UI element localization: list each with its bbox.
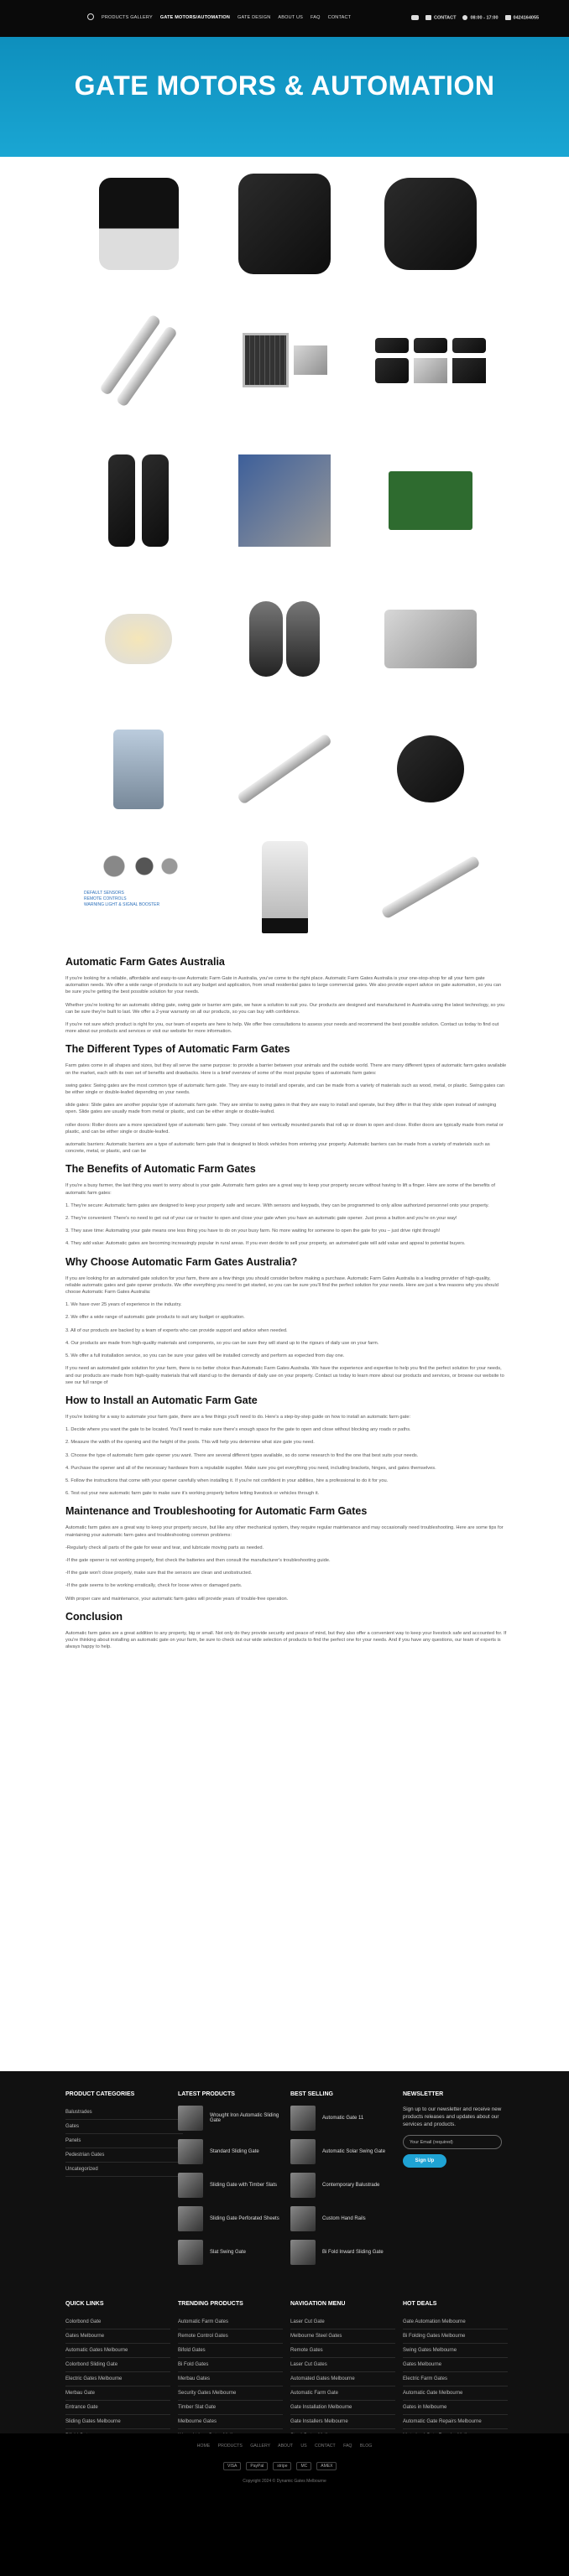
heading: The Different Types of Automatic Farm Gates — [65, 1043, 290, 1056]
paragraph: 2. We offer a wide range of automatic gate products to suit any budget or application. — [65, 1315, 245, 1321]
paragraph: 3. They save time: Automating your gate means one less thing you have to do on your busy farm. No more waiting for someone to open the gate for you – just drive right through! — [65, 1228, 441, 1234]
product-thumbnail — [290, 2173, 316, 2198]
paragraph: With proper care and maintenance, your automatic farm gates will provide years of trouble-free operation. — [65, 1596, 289, 1602]
nav-products-gallery[interactable]: PRODUCTS GALLERY — [102, 15, 153, 20]
footer-link[interactable]: Swing Gates Melbourne — [403, 2344, 508, 2358]
copyright: Copyright 2024 © Dynamic Gates Melbourne — [243, 2479, 326, 2484]
footer-heading: HOT DEALS — [403, 2301, 437, 2307]
gallery-row — [65, 299, 504, 421]
paragraph: 3. All of our products are backed by a team of experts who can provide support and advice when needed. — [65, 1327, 288, 1333]
gate-motor-image[interactable] — [230, 174, 339, 274]
footer-link[interactable]: Laser Cut Gates — [290, 2358, 395, 2372]
paragraph: If you're not sure which product is right for you, our team of experts are here to help. We offer free consultations to assess your needs and recommend the best possible solution. Contact us today to find out more about our products and services or visit our website for more information. — [65, 1022, 499, 1035]
gallery-caption: DEFAULT SENSORS — [84, 891, 124, 896]
product-name: Standard Sliding Gate — [210, 2149, 259, 2154]
footer-link[interactable]: Bi Fold Gates — [178, 2358, 283, 2372]
footer-link[interactable]: Electric Gates Melbourne — [65, 2372, 170, 2386]
footer-link[interactable]: Security Gates Melbourne — [178, 2386, 283, 2401]
paragraph: 5. Follow the instructions that come with your opener carefully when installing it. If you're not confident in your abilities, hire a professional to do it for you. — [65, 1478, 389, 1483]
product-name: Sliding Gate Perforated Sheets — [210, 2216, 279, 2221]
paragraph: 5. We offer a full installation service, so you can be sure your gates will be installed correctly and perform as expected from day one. — [65, 1353, 345, 1359]
product-item[interactable] — [290, 2106, 399, 2131]
warning-light-image[interactable] — [84, 589, 193, 689]
photocell-sensors-image[interactable] — [84, 450, 193, 551]
electric-lock-image[interactable] — [376, 589, 485, 689]
product-thumbnail — [178, 2139, 203, 2164]
footer-newsletter — [403, 2091, 508, 2168]
contact-link[interactable] — [425, 15, 456, 20]
footer-link[interactable]: Timber Slat Gate — [178, 2401, 283, 2415]
product-name: Bi Fold Inward Sliding Gate — [322, 2250, 384, 2255]
paragraph: If you need an automated gate solution for your farm, there is no better choice than Automatic Farm Gates Australia. We have the experience and expertise to help you find the perfect solution for your needs, and our products are made from high-quality materials that will stand up to the demands of daily use on your property. Contact us today to learn more about our products and services, or browse our website to see our full range of — [65, 1366, 504, 1385]
footer-heading: NEWSLETTER — [403, 2091, 444, 2097]
footer-link[interactable]: Gate Automation Melbourne — [403, 2315, 508, 2329]
footer-bottom-nav — [0, 2444, 569, 2449]
footer-link[interactable]: Entrance Gate — [65, 2401, 170, 2415]
accessories-image[interactable] — [376, 310, 485, 411]
paragraph: slide gates: Slide gates are another popular type of automatic farm gate. They are similar to swing gates in that they are easy to install and operate, but they differ in that they slide open instead of swinging open. Slide gates are usually made from metal or plastic, and can be either single or double-leafed. — [65, 1103, 497, 1115]
product-thumbnail — [290, 2206, 316, 2231]
paragraph: If you're looking for a way to automate your farm gate, there are a few things you'll need to do. Here's a step-by-step guide on how to install an automatic farm gate: — [65, 1414, 411, 1420]
category-link[interactable]: Uncategorized — [65, 2163, 183, 2177]
swing-gate-arms-image[interactable] — [84, 310, 193, 411]
footer-heading: BEST SELLING — [290, 2091, 333, 2097]
footer-link[interactable]: Gate Installation Melbourne — [290, 2401, 395, 2415]
paragraph: Automatic farm gates are a great addition to any property, big or small. Not only do they provide security and peace of mind, but they also offer a convenient way to keep your livestock safe and accounted for. If you're thinking about installing an automatic gate on your farm, be sure to check out our wide selection of products to find the perfect one for your needs. And if you have any questions, our team of experts is always happy to help. — [65, 1630, 507, 1650]
remote-control-image[interactable] — [230, 589, 339, 689]
paragraph: Automatic farm gates are a great way to keep your property secure, but like any other mechanical system, they require regular maintenance and may occasionally need troubleshooting. Here are some tips for maintaining your automatic farm gates and troubleshooting common problems: — [65, 1525, 504, 1538]
footer-nav-blog[interactable]: BLOG — [359, 2444, 373, 2449]
footer-best-selling — [290, 2091, 399, 2273]
footer-latest-products — [178, 2091, 287, 2273]
paragraph: 4. Purchase the opener and all of the necessary hardware from a reputable supplier. Make sure you get everything you need, including brackets, hinges, and gates themselves. — [65, 1465, 436, 1471]
paragraph: 3. Choose the type of automatic farm gate opener you want. There are several different types available, so do some research to find the one that best suits your needs. — [65, 1452, 419, 1458]
gate-motor-image[interactable] — [84, 174, 193, 274]
footer-link[interactable]: Bifold Gates — [178, 2344, 283, 2358]
paragraph: 4. Our products are made from high-quality materials and components, so you can be sure they will stand up to the rigours of daily use on your farm. — [65, 1340, 379, 1346]
heading: The Benefits of Automatic Farm Gates — [65, 1163, 256, 1176]
footer-link[interactable]: Melbourne Gates — [178, 2415, 283, 2429]
wireless-keypad-image[interactable] — [376, 719, 485, 819]
header-contact — [411, 15, 539, 20]
footer-link[interactable]: Laser Cut Gate — [290, 2315, 395, 2329]
footer-link[interactable]: Melbourne Steel Gates — [290, 2329, 395, 2344]
footer-link[interactable]: Gates Melbourne — [403, 2358, 508, 2372]
paragraph: 6. Test out your new automatic farm gate to make sure it's working properly before letting livestock or vehicles through it. — [65, 1491, 320, 1497]
footer-link[interactable]: Colorbond Gate — [65, 2315, 170, 2329]
footer-nav-products[interactable]: PRODUCTS GALLERY — [217, 2444, 270, 2449]
linear-actuator-image[interactable] — [376, 837, 485, 937]
heading: How to Install an Automatic Farm Gate — [65, 1394, 258, 1406]
footer-link[interactable]: Merbau Gate — [65, 2386, 170, 2401]
mastercard-icon: MC — [296, 2462, 311, 2470]
product-thumbnail — [290, 2106, 316, 2131]
product-name: Wrought Iron Automatic Sliding Gate — [210, 2113, 279, 2123]
heading: Why Choose Automatic Farm Gates Australia? — [65, 1255, 298, 1268]
gallery-row — [65, 161, 504, 287]
product-name: Contemporary Balustrade — [322, 2183, 380, 2188]
product-item[interactable] — [290, 2139, 399, 2164]
paragraph: 2. Measure the width of the opening and the height of the posts. This will help you determine what size gate you need. — [65, 1440, 315, 1446]
main-menu — [87, 15, 351, 20]
gallery-caption: REMOTE CONTROLS — [84, 896, 127, 901]
mail-icon — [425, 15, 431, 20]
product-item[interactable] — [178, 2206, 287, 2231]
youtube-icon[interactable] — [411, 15, 419, 20]
footer-heading: LATEST PRODUCTS — [178, 2091, 235, 2097]
paragraph: -Regularly check all parts of the gate for wear and tear, and lubricate moving parts as needed. — [65, 1545, 264, 1550]
footer-link[interactable]: Automatic Gate Melbourne — [403, 2386, 508, 2401]
footer-nav-contact[interactable]: CONTACT — [315, 2444, 336, 2449]
solar-kit-image[interactable] — [230, 310, 339, 411]
footer-link[interactable]: Merbau Gates — [178, 2372, 283, 2386]
footer-link[interactable]: Bi Folding Gates Melbourne — [403, 2329, 508, 2344]
footer-bottom-bar — [0, 2433, 569, 2576]
paragraph: 4. They add value: Automatic gates are becoming increasingly popular in rural areas. If you ever decide to sell your property, an automated gate will add value and appeal to potential buyers. — [65, 1241, 466, 1247]
sensors-remotes-image[interactable] — [84, 837, 193, 937]
product-thumbnail — [178, 2240, 203, 2265]
footer-heading: TRENDING PRODUCTS — [178, 2301, 243, 2307]
amex-icon: AMEX — [316, 2462, 337, 2470]
product-thumbnail — [178, 2206, 203, 2231]
product-thumbnail — [178, 2106, 203, 2131]
footer-link[interactable]: Remote Gates — [290, 2344, 395, 2358]
nav-about-us[interactable]: ABOUT US — [278, 15, 304, 20]
newsletter-text: Sign up to our newsletter and receive new products releases and updates about our services and products. — [403, 2106, 502, 2127]
paragraph: -If the gate won't close properly, make sure that the sensors are clean and unobstructed. — [65, 1571, 253, 1576]
footer-link[interactable]: Gate Installers Melbourne — [290, 2415, 395, 2429]
hero-banner — [0, 37, 569, 157]
footer-nav-home[interactable]: HOME — [196, 2444, 211, 2449]
footer-categories — [65, 2091, 183, 2177]
product-item[interactable] — [290, 2173, 399, 2198]
paragraph: Whether you're looking for an automatic sliding gate, swing gate or barrier arm gate, we have a solution to suit you. Our products are designed and manufactured in Australia using the latest technology, so you can be sure they're built to last. We offer a 2-year warranty on all our products, so you can buy with confidence. — [65, 1002, 505, 1015]
paragraph: If you're looking for a reliable, affordable and easy-to-use Automatic Farm Gate in Australia, you've come to the right place. Automatic Farm Gates Australia is your one-stop-shop for all your farm gate automation needs. We offer a wide range of products to suit any budget and application, from small residential gates to large commercial gates. We also provide expert advice on gate automation, so you can be sure you're getting the best possible solution for your needs. — [65, 976, 502, 995]
paragraph: 1. Decide where you want the gate to be located. You'll need to make sure there's enough space for the gate to open and close without blocking any roads or paths. — [65, 1427, 411, 1433]
phone-link[interactable] — [505, 15, 540, 20]
product-item[interactable] — [178, 2173, 287, 2198]
page-title: GATE MOTORS & AUTOMATION — [74, 70, 495, 101]
nav-gate-design[interactable]: GATE DESIGN — [238, 15, 271, 20]
paragraph: Farm gates come in all shapes and sizes, but they all serve the same purpose: to provide a barrier between your animals and the outside world. There are many different types of automatic farm gates available on the market, each with its own set of benefits and drawbacks. Here is a brief overview of some of the most popular types of automatic farm gates: — [65, 1063, 507, 1076]
gallery-row — [65, 832, 504, 943]
product-name: Custom Hand Rails — [322, 2216, 366, 2221]
arm — [380, 854, 481, 919]
control-board-image[interactable] — [376, 450, 485, 551]
gate-motor-image[interactable] — [376, 174, 485, 274]
product-thumbnail — [290, 2240, 316, 2265]
footer-link[interactable]: Gates in Melbourne — [403, 2401, 508, 2415]
motor-kit-image[interactable] — [230, 450, 339, 551]
top-navigation-bar — [0, 0, 569, 37]
signup-button[interactable]: Sign Up — [403, 2154, 446, 2168]
product-item[interactable] — [178, 2106, 287, 2131]
heading: Conclusion — [65, 1610, 123, 1623]
hours — [462, 15, 498, 20]
hours-label: 08:00 - 17:00 — [470, 15, 499, 21]
paragraph: 2. They're convenient: There's no need to get out of your car or tractor to open and close your gate when you have an automatic gate opener. Just press a button and you're on your way! — [65, 1216, 457, 1222]
product-name: Automatic Solar Swing Gate — [322, 2149, 386, 2154]
gallery-row — [65, 580, 504, 698]
keypad-image[interactable] — [84, 719, 193, 819]
product-name: Automatic Gate 11 — [322, 2116, 364, 2121]
search-icon[interactable] — [87, 13, 94, 20]
product-item[interactable] — [290, 2240, 399, 2265]
visa-icon: VISA — [223, 2462, 241, 2470]
footer-heading: PRODUCT CATEGORIES — [65, 2091, 135, 2097]
contact-label: CONTACT — [434, 15, 457, 21]
category-link[interactable]: Pedestrian Gates — [65, 2148, 183, 2163]
footer-heading: QUICK LINKS — [65, 2301, 104, 2307]
paragraph: 1. We have over 25 years of experience in the industry. — [65, 1302, 182, 1308]
nav-gate-motors[interactable]: GATE MOTORS/AUTOMATION — [159, 15, 231, 20]
footer-nav-about[interactable]: ABOUT US — [278, 2444, 307, 2449]
clock-icon — [462, 15, 467, 20]
product-item[interactable] — [178, 2139, 287, 2164]
barrier-arm-image[interactable] — [230, 719, 339, 819]
paragraph: -If the gate seems to be working erratically, check for loose wires or damaged parts. — [65, 1583, 243, 1589]
gallery-row — [65, 438, 504, 564]
product-thumbnail — [290, 2139, 316, 2164]
article — [65, 956, 507, 1656]
barrier-motor-image[interactable] — [230, 837, 339, 937]
footer-link[interactable]: Remote Control Gates — [178, 2329, 283, 2344]
footer-link[interactable]: Electric Farm Gates — [403, 2372, 508, 2386]
stripe-icon: stripe — [273, 2462, 291, 2470]
paragraph: roller doors: Roller doors are a more specialized type of automatic farm gate. They consist of two vertically mounted panels that roll up or down to open and close. Roller doors are typically made from metal or plastic, and can be either single or double-leafed. — [65, 1122, 504, 1135]
gallery-caption: WARNING LIGHT & SIGNAL BOOSTER — [84, 902, 160, 907]
newsletter-email-input[interactable]: Your Email (required) — [403, 2135, 502, 2149]
heading: Automatic Farm Gates Australia — [65, 956, 225, 968]
footer-link[interactable]: Automatic Gate Repairs Melbourne — [403, 2415, 508, 2429]
nav-contact[interactable]: CONTACT — [327, 15, 352, 20]
paragraph: If you're a busy farmer, the last thing you want to worry about is your gate. Automatic farm gates are a great way to keep your property secure without having to lift a finger. Here are some of the benefits of automatic farm gates: — [65, 1183, 495, 1196]
product-gallery — [65, 161, 504, 943]
footer-link[interactable]: Automatic Farm Gates — [178, 2315, 283, 2329]
footer-link[interactable]: Sliding Gates Melbourne — [65, 2415, 170, 2429]
arm — [237, 733, 333, 805]
paragraph: swing gates: Swing gates are the most common type of automatic farm gate. They are easy to install and operate, and can be made from a variety of materials such as wood, metal, or plastic. Swing gates can be either single or double-leafed depending on your needs. — [65, 1083, 505, 1096]
footer-nav-faq[interactable]: FAQ — [343, 2444, 352, 2449]
heading: Maintenance and Troubleshooting for Automatic Farm Gates — [65, 1505, 368, 1518]
category-link[interactable]: Gates — [65, 2120, 183, 2134]
phone-label: 0424164055 — [513, 15, 540, 21]
product-item[interactable] — [178, 2240, 287, 2265]
product-name: Sliding Gate with Timber Slats — [210, 2183, 278, 2188]
phone-icon — [505, 15, 511, 20]
paragraph: automatic barriers: Automatic barriers are a type of automatic farm gate that is designed to block vehicles from entering your property. Automatic barriers can be made from a variety of materials such as concrete, metal, or plastic, and can be — [65, 1142, 490, 1155]
paragraph: 1. They're secure: Automatic farm gates are designed to keep your property safe and secure. With sensors and keypads, they can be programmed to only allow authorized personnel onto your property. — [65, 1202, 489, 1208]
category-link[interactable]: Balustrades — [65, 2106, 183, 2120]
payment-icons — [223, 2462, 337, 2470]
footer-link[interactable]: Automatic Gates Melbourne — [65, 2344, 170, 2358]
paragraph: -If the gate opener is not working properly, first check the batteries and then consult the manufacturer's troubleshooting guide. — [65, 1557, 331, 1563]
footer-link[interactable]: Gates Melbourne — [65, 2329, 170, 2344]
footer-link[interactable]: Colorbond Sliding Gate — [65, 2358, 170, 2372]
category-link[interactable]: Panels — [65, 2134, 183, 2148]
product-thumbnail — [178, 2173, 203, 2198]
product-item[interactable] — [290, 2206, 399, 2231]
nav-faq[interactable]: FAQ — [311, 15, 321, 20]
footer-link[interactable]: Automated Gates Melbourne — [290, 2372, 395, 2386]
footer-heading: NAVIGATION MENU — [290, 2301, 346, 2307]
footer-link[interactable]: Automatic Farm Gate — [290, 2386, 395, 2401]
paypal-icon: PayPal — [246, 2462, 268, 2470]
product-name: Slat Swing Gate — [210, 2250, 247, 2255]
paragraph: If you are looking for an automated gate solution for your farm, there are a few things you should consider before making a purchase. Automatic Farm Gates Australia is a leading provider of high-quality, reliable automatic gates and gate opener products. We offer everything you need to get started, so you can be sure you'll find the perfect solution for your needs. Here are just a few reasons why you should choose Automatic Farm Gates Australia: — [65, 1275, 499, 1296]
gallery-row — [65, 714, 504, 823]
